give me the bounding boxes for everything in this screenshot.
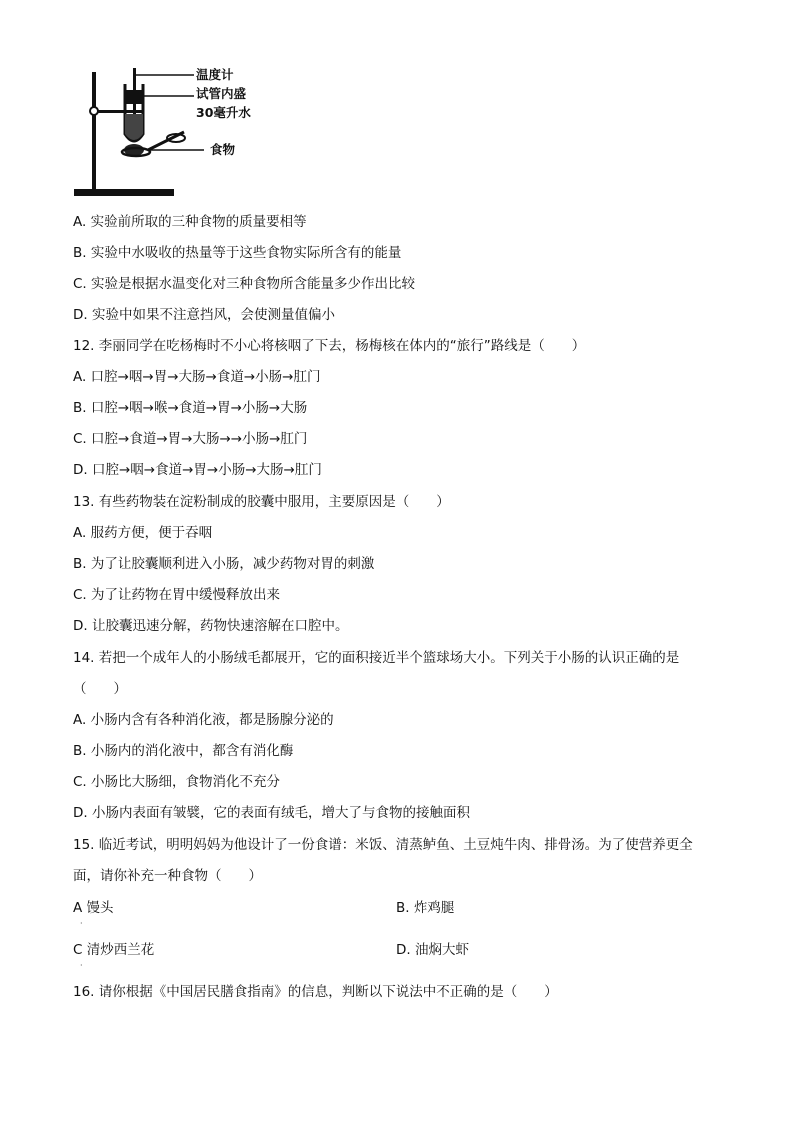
q11-option-a: A. 实验前所取的三种食物的质量要相等 — [73, 214, 307, 230]
q12-stem: 12. 李丽同学在吃杨梅时不小心将核咽了下去，杨梅核在体内的“旅行”路线是（ ） — [73, 338, 586, 354]
q14-option-a: A. 小肠内含有各种消化液，都是肠腺分泌的 — [73, 712, 334, 728]
label-tube-line1: 试管内盛 — [196, 86, 247, 101]
q15-stem-line2: 面，请你补充一种食物（ ） — [73, 868, 262, 884]
water-shape — [125, 114, 143, 140]
q13-option-c: C. 为了让药物在胃中缓慢释放出来 — [73, 587, 281, 603]
decorative-dot: · — [80, 961, 83, 970]
q11-option-c: C. 实验是根据水温变化对三种食物所含能量多少作出比较 — [73, 276, 416, 292]
q12-option-b: B. 口腔→咽→喉→食道→胃→小肠→大肠 — [73, 400, 308, 416]
q14-option-c: C. 小肠比大肠细，食物消化不充分 — [73, 774, 281, 790]
q13-option-a: A. 服药方便，便于吞咽 — [73, 525, 213, 541]
q14-stem-line2: （ ） — [73, 681, 127, 697]
q13-option-d: D. 让胶囊迅速分解，药物快速溶解在口腔中。 — [73, 618, 349, 634]
q15-option-c: C 清炒西兰花 — [73, 942, 155, 958]
apparatus-diagram — [70, 62, 310, 204]
q15-option-a: A 馒头 — [73, 900, 114, 916]
q13-stem: 13. 有些药物装在淀粉制成的胶囊中服用，主要原因是（ ） — [73, 494, 450, 510]
q14-option-b: B. 小肠内的消化液中，都含有消化酶 — [73, 743, 294, 759]
label-thermometer: 温度计 — [196, 67, 234, 82]
q12-option-d: D. 口腔→咽→食道→胃→小肠→大肠→肛门 — [73, 462, 322, 478]
clamp-arm — [92, 110, 144, 113]
stand-rod — [92, 72, 96, 190]
label-tube-line2: 30毫升水 — [196, 105, 251, 120]
experiment-figure — [70, 62, 310, 204]
q15-stem-line1: 15. 临近考试，明明妈妈为他设计了一份食谱：米饭、清蒸鲈鱼、土豆炖牛肉、排骨汤。为了使营养更全 — [73, 837, 693, 853]
clamp-knob — [90, 107, 98, 115]
q15-option-b: B. 炸鸡腿 — [396, 900, 455, 916]
q16-stem: 16. 请你根据《中国居民膳食指南》的信息，判断以下说法中不正确的是（ ） — [73, 984, 558, 1000]
q12-option-a: A. 口腔→咽→胃→大肠→食道→小肠→肛门 — [73, 369, 321, 385]
q11-option-d: D. 实验中如果不注意挡风，会使测量值偏小 — [73, 307, 335, 323]
stand-base — [74, 189, 174, 196]
q12-option-c: C. 口腔→食道→胃→大肠→→小肠→肛门 — [73, 431, 308, 447]
tube-stopper — [124, 90, 144, 104]
decorative-dot: · — [80, 919, 83, 928]
label-food: 食物 — [210, 142, 236, 157]
q14-option-d: D. 小肠内表面有皱襞，它的表面有绒毛，增大了与食物的接触面积 — [73, 805, 470, 821]
q14-stem-line1: 14. 若把一个成年人的小肠绒毛都展开，它的面积接近半个篮球场大小。下列关于小肠的认识正确的是 — [73, 650, 680, 666]
q13-option-b: B. 为了让胶囊顺利进入小肠，减少药物对胃的刺激 — [73, 556, 375, 572]
q11-option-b: B. 实验中水吸收的热量等于这些食物实际所含有的能量 — [73, 245, 402, 261]
q15-option-d: D. 油焖大虾 — [396, 942, 469, 958]
